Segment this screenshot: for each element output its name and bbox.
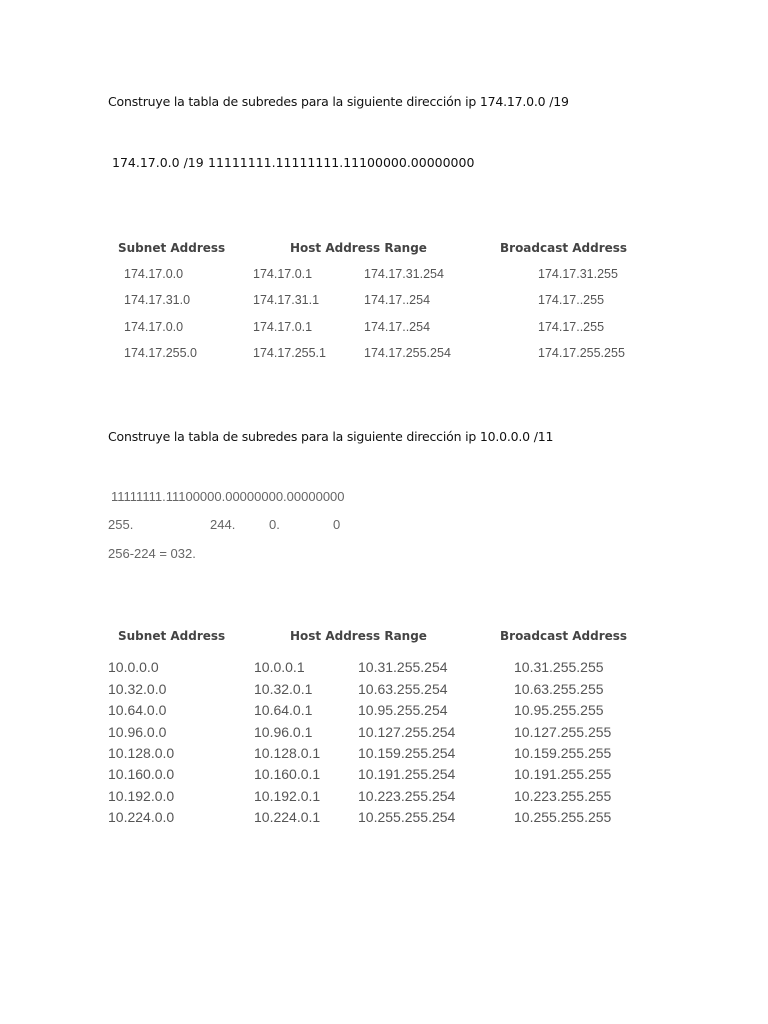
- section2-title: Construye la tabla de subredes para la siguiente dirección ip 10.0.0.0 /11: [108, 429, 554, 444]
- host-start-cell: 174.17.255.1: [253, 346, 326, 360]
- subnet-cell: 10.64.0.0: [108, 702, 167, 718]
- broadcast-cell: 174.17..255: [538, 293, 605, 307]
- broadcast-cell: 10.191.255.255: [514, 766, 612, 782]
- subnet-cell: 10.96.0.0: [108, 724, 167, 740]
- section1-address: 174.17.0.0 /19: [112, 155, 204, 170]
- host-end-cell: 174.17.31.254: [364, 267, 444, 281]
- subnet-cell: 10.160.0.0: [108, 766, 175, 782]
- host-start-cell: 174.17.0.1: [253, 320, 313, 334]
- subnet-cell: 174.17.31.0: [124, 293, 191, 307]
- host-end-cell: 174.17..254: [364, 320, 431, 334]
- broadcast-cell: 10.159.255.255: [514, 745, 612, 761]
- host-start-cell: 10.128.0.1: [254, 745, 321, 761]
- host-start-cell: 174.17.0.1: [253, 267, 313, 281]
- section1-title: Construye la tabla de subredes para la siguiente dirección ip 174.17.0.0 /19: [108, 94, 569, 109]
- mask-octet-3: 0.: [269, 517, 280, 532]
- host-start-cell: 10.224.0.1: [254, 809, 321, 825]
- subnet-cell: 174.17.0.0: [124, 320, 184, 334]
- broadcast-cell: 10.255.255.255: [514, 809, 612, 825]
- subnet-cell: 174.17.0.0: [124, 267, 184, 281]
- host-end-cell: 10.191.255.254: [358, 766, 456, 782]
- broadcast-cell: 174.17..255: [538, 320, 605, 334]
- table1-header-subnet: Subnet Address: [118, 241, 226, 255]
- subnet-cell: 10.192.0.0: [108, 788, 175, 804]
- subnet-cell: 174.17.255.0: [124, 346, 197, 360]
- host-start-cell: 10.192.0.1: [254, 788, 321, 804]
- mask-octet-2: 244.: [210, 517, 236, 532]
- table2-header-broadcast: Broadcast Address: [500, 629, 628, 643]
- subnet-cell: 10.32.0.0: [108, 681, 167, 697]
- host-end-cell: 10.127.255.254: [358, 724, 456, 740]
- host-end-cell: 174.17..254: [364, 293, 431, 307]
- table2-header-subnet: Subnet Address: [118, 629, 226, 643]
- host-start-cell: 10.64.0.1: [254, 702, 313, 718]
- table1-header-host-range: Host Address Range: [290, 241, 427, 255]
- host-end-cell: 10.63.255.254: [358, 681, 448, 697]
- broadcast-cell: 174.17.31.255: [538, 267, 618, 281]
- broadcast-cell: 174.17.255.255: [538, 346, 625, 360]
- host-end-cell: 174.17.255.254: [364, 346, 451, 360]
- subnet-cell: 10.224.0.0: [108, 809, 175, 825]
- broadcast-cell: 10.63.255.255: [514, 681, 604, 697]
- host-end-cell: 10.95.255.254: [358, 702, 448, 718]
- host-start-cell: 10.160.0.1: [254, 766, 321, 782]
- mask-octet-4: 0: [333, 517, 341, 532]
- host-end-cell: 10.31.255.254: [358, 659, 448, 675]
- host-start-cell: 10.96.0.1: [254, 724, 313, 740]
- broadcast-cell: 10.95.255.255: [514, 702, 604, 718]
- subnet-cell: 10.0.0.0: [108, 659, 159, 675]
- host-start-cell: 174.17.31.1: [253, 293, 320, 307]
- table1-header-broadcast: Broadcast Address: [500, 241, 628, 255]
- subnet-cell: 10.128.0.0: [108, 745, 175, 761]
- mask-octet-1: 255.: [108, 517, 134, 532]
- host-start-cell: 10.0.0.1: [254, 659, 305, 675]
- host-end-cell: 10.159.255.254: [358, 745, 456, 761]
- table2-header-host-range: Host Address Range: [290, 629, 427, 643]
- increment-calc: 256-224 = 032.: [108, 546, 196, 561]
- broadcast-cell: 10.127.255.255: [514, 724, 612, 740]
- section1-mask-binary: 11111111.11111111.11100000.00000000: [208, 155, 475, 170]
- broadcast-cell: 10.31.255.255: [514, 659, 604, 675]
- host-end-cell: 10.223.255.254: [358, 788, 456, 804]
- section2-mask-binary: 11111111.11100000.00000000.00000000: [111, 489, 345, 504]
- broadcast-cell: 10.223.255.255: [514, 788, 612, 804]
- host-start-cell: 10.32.0.1: [254, 681, 313, 697]
- host-end-cell: 10.255.255.254: [358, 809, 456, 825]
